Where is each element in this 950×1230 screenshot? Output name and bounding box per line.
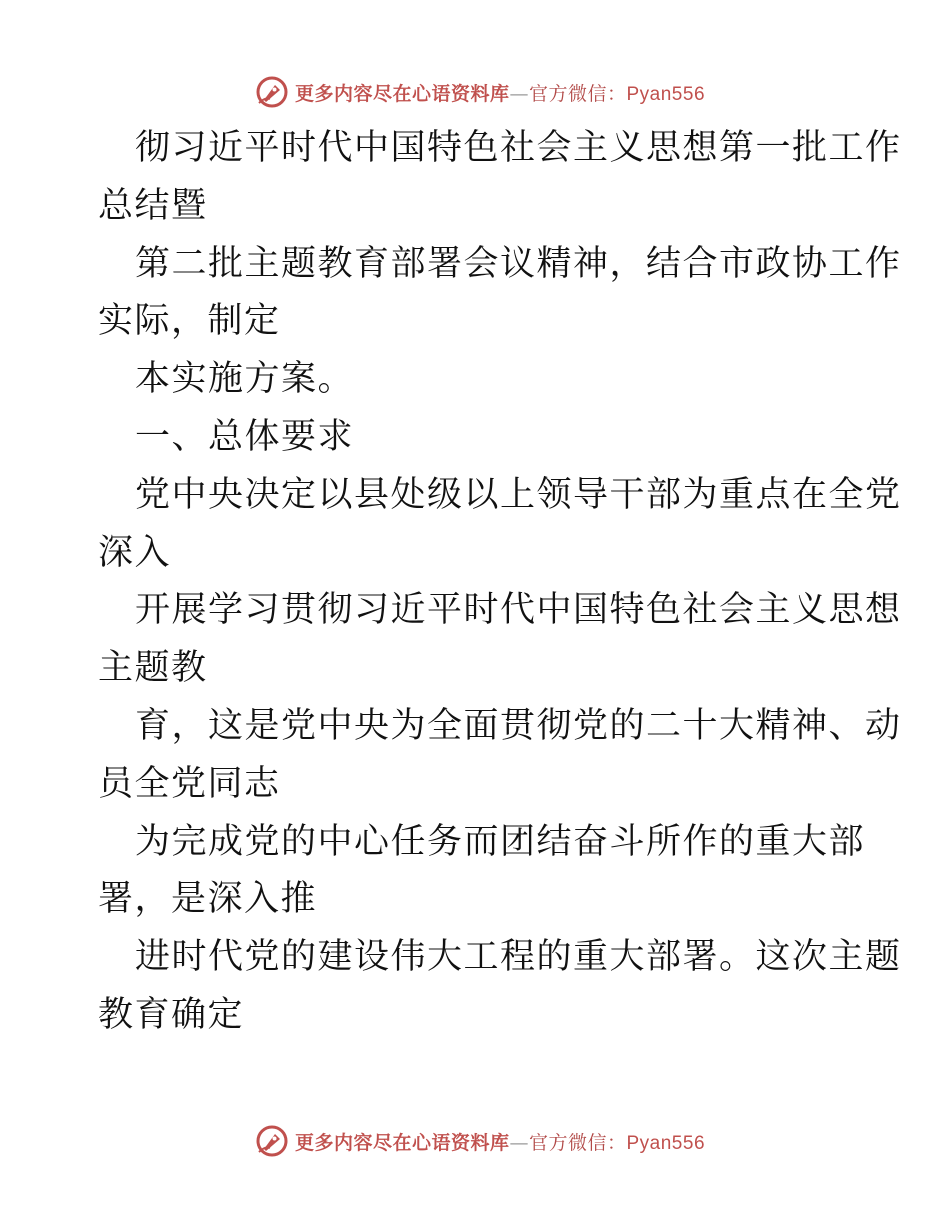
paragraph-line: 实际，制定 bbox=[98, 301, 281, 342]
paragraph-line: 主题教 bbox=[98, 648, 208, 689]
document-body bbox=[98, 120, 902, 1045]
banner-account: Pyan556 bbox=[626, 1132, 706, 1154]
banner-separator: — bbox=[509, 82, 529, 105]
paragraph-line: 党中央决定以县处级以上领导干部为重点在全党 bbox=[135, 474, 902, 515]
paragraph-line: 教育确定 bbox=[98, 994, 245, 1035]
header-banner bbox=[0, 72, 950, 112]
footer-banner bbox=[0, 1121, 950, 1161]
banner-inner bbox=[255, 75, 705, 109]
paragraph-line: 育，这是党中央为全面贯彻党的二十大精神、动 bbox=[135, 705, 902, 746]
section-heading: 一、总体要求 bbox=[135, 416, 355, 457]
banner-account: Pyan556 bbox=[626, 83, 706, 105]
paragraph-line: 本实施方案。 bbox=[135, 359, 355, 400]
banner-inner bbox=[255, 1124, 705, 1158]
paragraph-line: 深入 bbox=[98, 532, 172, 573]
banner-text bbox=[295, 79, 705, 106]
paragraph-line: 员全党同志 bbox=[98, 763, 281, 804]
banner-text bbox=[295, 1128, 705, 1155]
paragraph-line: 总结暨 bbox=[98, 185, 208, 226]
banner-wechat-label: 官方微信： bbox=[528, 1131, 627, 1154]
paragraph-line: 第二批主题教育部署会议精神，结合市政协工作 bbox=[135, 243, 902, 284]
banner-title: 更多内容尽在心语资料库 bbox=[294, 82, 510, 105]
pen-nib-logo-icon bbox=[255, 75, 289, 109]
banner-wechat-label: 官方微信： bbox=[528, 82, 627, 105]
paragraph-line: 进时代党的建设伟大工程的重大部署。这次主题 bbox=[135, 937, 902, 978]
paragraph-line: 彻习近平时代中国特色社会主义思想第一批工作 bbox=[135, 128, 902, 168]
paragraph-line: 开展学习贯彻习近平时代中国特色社会主义思想 bbox=[135, 590, 902, 631]
banner-title: 更多内容尽在心语资料库 bbox=[294, 1131, 510, 1154]
paragraph-line: 为完成党的中心任务而团结奋斗所作的重大部 bbox=[135, 821, 866, 862]
banner-separator: — bbox=[509, 1131, 529, 1154]
pen-nib-logo-icon bbox=[255, 1124, 289, 1158]
paragraph-line: 署，是深入推 bbox=[98, 879, 318, 920]
